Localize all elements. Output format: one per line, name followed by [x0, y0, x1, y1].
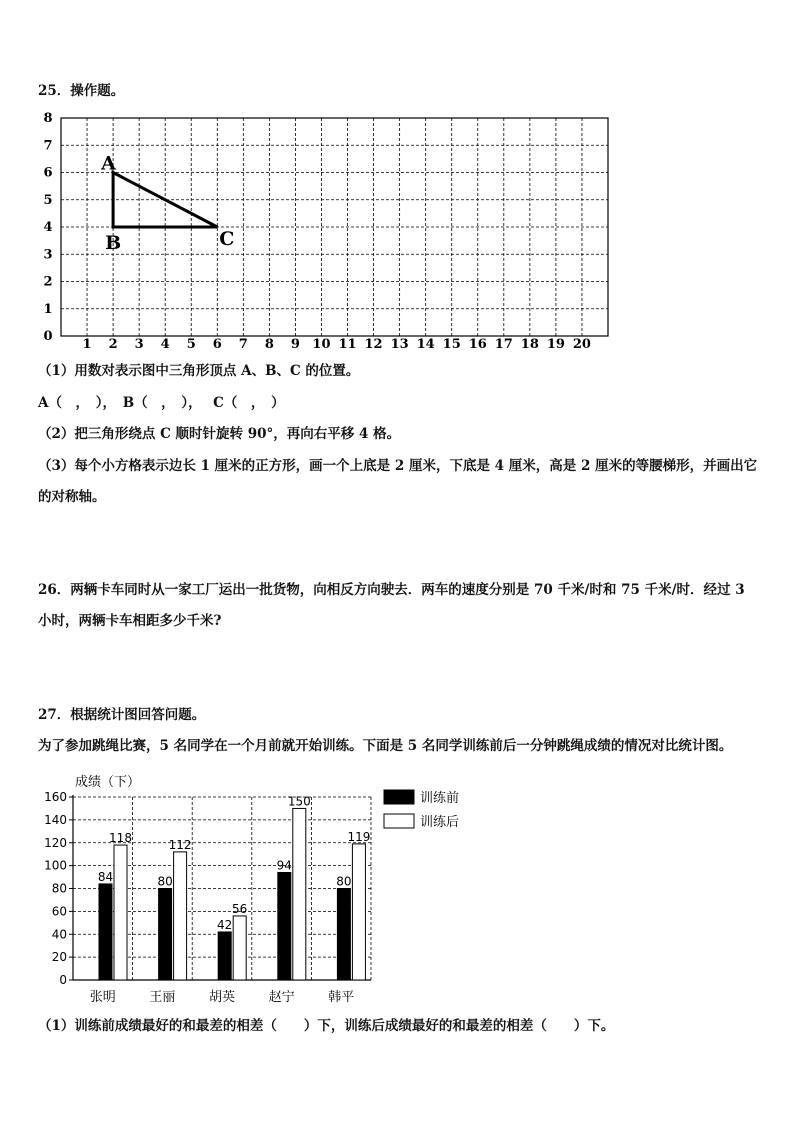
x-category-label: 韩平: [328, 990, 355, 1005]
q25-part1: （1）用数对表示图中三角形顶点 A、B、C 的位置。: [38, 363, 360, 379]
bar-after: [352, 844, 365, 980]
y-tick-label: 7: [43, 138, 53, 154]
x-tick-label: 4: [160, 337, 170, 352]
x-category-label: 胡英: [208, 990, 236, 1005]
y-tick-label: 60: [51, 904, 67, 919]
y-tick-label: 5: [43, 192, 53, 208]
bar-before: [99, 884, 112, 980]
x-category-label: 赵宁: [268, 990, 295, 1005]
q25-part2: （2）把三角形绕点 C 顺时针旋转 90°，再向右平移 4 格。: [38, 426, 401, 442]
q27-intro: 为了参加跳绳比赛，5 名同学在一个月前就开始训练。下面是 5 名同学训练前后一分钟跳绳成绩的情况对比统计图。: [38, 738, 733, 754]
x-tick-label: 11: [338, 337, 357, 352]
q25-answer-line: A（ ， ）， B（ ， ）， C（ ， ）: [38, 395, 285, 411]
bar-value-label: 42: [217, 917, 233, 932]
x-tick-label: 12: [364, 337, 383, 352]
x-category-label: 张明: [89, 990, 116, 1005]
bar-before: [218, 932, 231, 980]
x-tick-label: 1: [82, 337, 92, 352]
coordinate-grid: [0, 0, 794, 360]
bar-after: [114, 845, 127, 980]
y-tick-label: 4: [43, 220, 53, 235]
bar-value-label: 80: [336, 874, 352, 889]
y-tick-label: 2: [43, 274, 53, 290]
q25-title: 25．操作题。: [38, 83, 125, 99]
q25-part3: （3）每个小方格表示边长 1 厘米的正方形，画一个上底是 2 厘米，下底是 4 厘米，高是 2 厘米的等腰梯形，并画出它的对称轴。: [38, 458, 758, 505]
y-tick-label: 120: [44, 835, 67, 850]
x-tick-label: 19: [546, 337, 565, 352]
q27-part1: （1）训练前成绩最好的和最差的相差（ ）下，训练后成绩最好的和最差的相差（ ）下。: [38, 1018, 615, 1034]
y-tick-label: 3: [43, 247, 53, 263]
y-tick-label: 80: [51, 881, 67, 896]
bar-value-label: 84: [97, 869, 114, 884]
bar-before: [159, 889, 172, 981]
y-tick-label: 40: [51, 927, 67, 942]
x-category-label: 王丽: [149, 990, 176, 1005]
bar-value-label: 94: [276, 858, 292, 873]
y-tick-label: 0: [59, 973, 67, 987]
legend-swatch: [384, 814, 414, 828]
bar-chart: [0, 760, 794, 1010]
chart-legend: [384, 790, 459, 830]
bar-value-label: 112: [168, 837, 192, 852]
y-tick-label: 140: [44, 812, 67, 827]
vertex-a-label: A: [101, 152, 116, 175]
bar-after: [233, 916, 246, 980]
x-tick-label: 17: [494, 337, 513, 352]
q26-text: 26．两辆卡车同时从一家工厂运出一批货物，向相反方向驶去．两车的速度分别是 70 千米/时和 75 千米/时．经过 3 小时，两辆卡车相距多少千米?: [38, 582, 745, 629]
x-tick-label: 13: [390, 337, 409, 352]
bar-before: [278, 872, 291, 980]
x-tick-label: 14: [416, 337, 435, 352]
grid-y-labels: [43, 111, 52, 344]
chart-grid: [44, 790, 371, 987]
chart-ylabel: 成绩（下）: [75, 775, 141, 790]
q27-title: 27．根据统计图回答问题。: [38, 707, 206, 723]
y-tick-label: 8: [43, 111, 53, 126]
bar-value-label: 119: [347, 829, 371, 844]
bar-value-label: 150: [287, 794, 311, 809]
x-tick-label: 5: [186, 337, 196, 352]
bar-value-label: 80: [157, 874, 173, 889]
x-tick-label: 18: [520, 337, 539, 352]
legend-swatch: [384, 790, 414, 804]
chart-bars: [90, 794, 371, 1005]
bar-after: [293, 808, 306, 980]
y-tick-label: 0: [43, 329, 53, 344]
y-tick-label: 160: [44, 790, 67, 804]
x-tick-label: 7: [238, 337, 248, 352]
legend-label: 训练后: [420, 815, 460, 830]
bar-value-label: 56: [232, 901, 248, 916]
x-tick-label: 8: [264, 337, 274, 352]
legend-label: 训练前: [420, 791, 460, 806]
bar-before: [337, 889, 350, 981]
x-tick-label: 9: [290, 337, 300, 352]
vertex-c-label: C: [219, 228, 235, 250]
x-tick-label: 10: [312, 337, 331, 352]
bar-value-label: 118: [109, 831, 132, 846]
x-tick-label: 6: [212, 337, 222, 352]
x-tick-label: 3: [134, 337, 144, 352]
x-tick-label: 20: [572, 337, 591, 352]
y-tick-label: 100: [44, 858, 67, 873]
bar-after: [174, 852, 187, 980]
x-tick-label: 15: [442, 337, 461, 352]
y-tick-label: 1: [43, 301, 53, 317]
x-tick-label: 16: [468, 337, 487, 352]
x-tick-label: 2: [108, 337, 118, 352]
y-tick-label: 6: [43, 165, 53, 181]
grid-x-labels: [83, 337, 591, 352]
y-tick-label: 20: [51, 950, 67, 965]
vertex-b-label: B: [105, 232, 122, 254]
